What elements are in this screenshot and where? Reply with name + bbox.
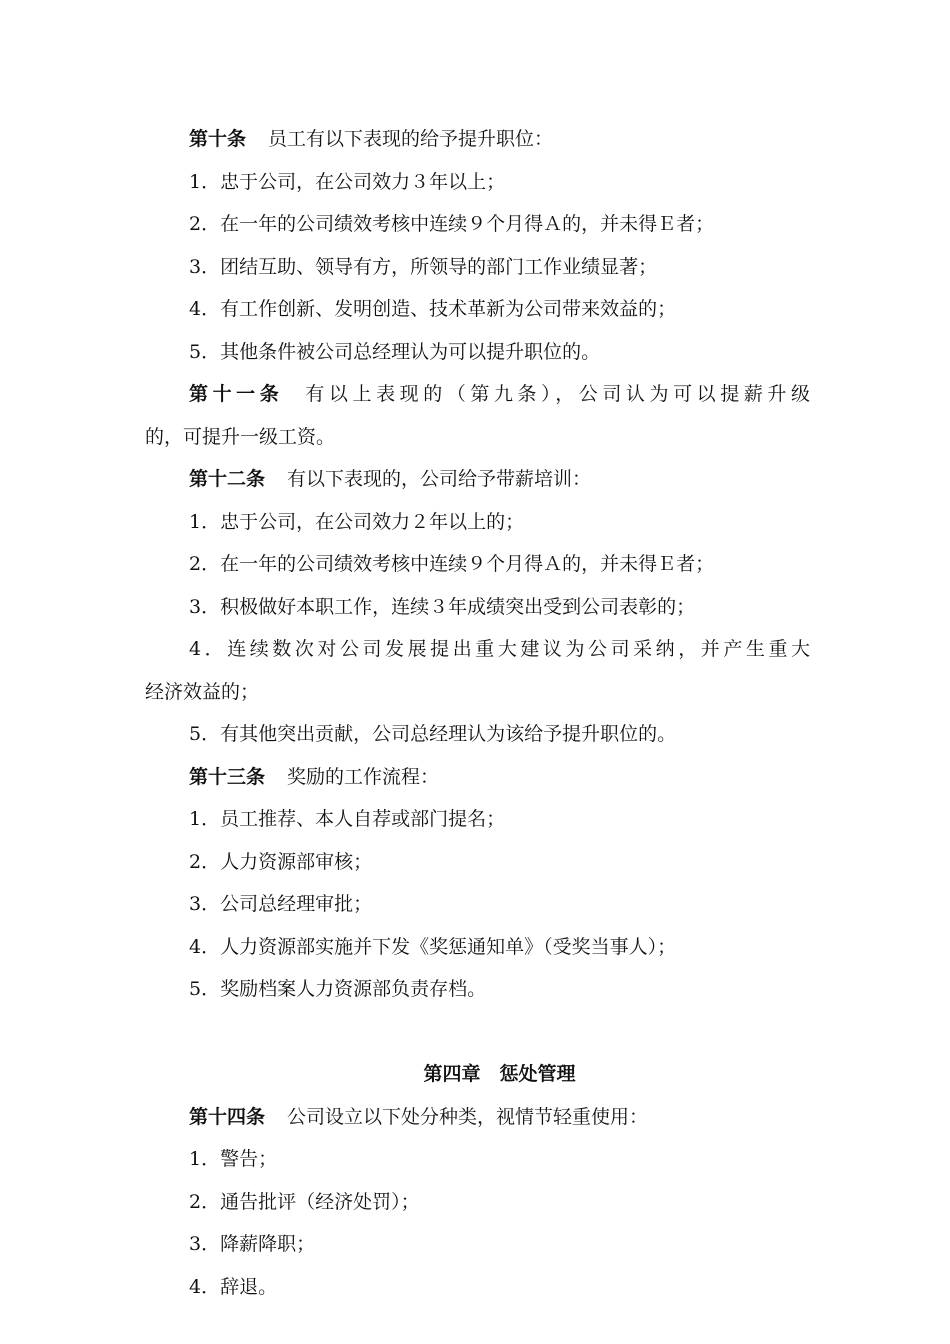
article-text: 员工有以下表现的给予提升职位： [268, 128, 554, 150]
list-item: 2．在一年的公司绩效考核中连续９个月得Ａ的，并未得Ｅ者； [189, 213, 715, 235]
list-item: 3．公司总经理审批； [189, 893, 373, 915]
list-item: 4．人力资源部实施并下发《奖惩通知单》（受奖当事人）； [189, 935, 677, 958]
list-item: 5．奖励档案人力资源部负责存档。 [189, 978, 487, 1000]
list-item: 2．在一年的公司绩效考核中连续９个月得Ａ的，并未得Ｅ者； [189, 553, 715, 575]
document-page [145, 118, 810, 1308]
article-number: 第十二条 [189, 468, 266, 490]
article-text: 有以下表现的，公司给予带薪培训： [287, 468, 592, 490]
article-11-heading [145, 373, 810, 416]
article-number: 第十四条 [189, 1105, 266, 1128]
article-13-heading [145, 756, 810, 799]
list-item: 3．积极做好本职工作，连续３年成绩突出受到公司表彰的； [189, 595, 696, 618]
list-item: 3．降薪降职； [189, 1233, 316, 1255]
article-10-heading [145, 118, 810, 161]
chapter-spacer [145, 1011, 810, 1054]
article-text: 有以上表现的（第九条），公司认为可以提薪升级 [305, 383, 810, 405]
article-text: 奖励的工作流程： [287, 765, 440, 788]
article-12-heading [145, 458, 810, 501]
list-item: 4．辞退。 [189, 1275, 278, 1298]
list-item: 3．团结互助、领导有方，所领导的部门工作业绩显著； [189, 255, 658, 278]
chapter-title: 第四章 惩处管理 [423, 1063, 576, 1085]
list-item: 5．有其他突出贡献，公司总经理认为该给予提升职位的。 [189, 723, 677, 745]
list-item: 1．员工推荐、本人自荐或部门提名； [189, 808, 506, 830]
list-item: 5．其他条件被公司总经理认为可以提升职位的。 [189, 340, 601, 363]
article-text: 公司设立以下处分种类，视情节轻重使用： [287, 1105, 649, 1128]
article-11-continuation: 的，可提升一级工资。 [145, 425, 336, 448]
list-item: 1．警告； [189, 1148, 278, 1170]
list-item: 1．忠于公司，在公司效力２年以上的； [189, 510, 525, 533]
article-number: 第十一条 [189, 383, 284, 405]
article-number: 第十条 [189, 128, 247, 150]
article-number: 第十三条 [189, 765, 266, 788]
list-item: 2．人力资源部审核； [189, 850, 373, 873]
list-item: 4．有工作创新、发明创造、技术革新为公司带来效益的； [189, 298, 677, 320]
list-item: 2．通告批评（经济处罚）； [189, 1190, 420, 1213]
article-14-heading [145, 1096, 810, 1139]
list-item-continuation: 经济效益的； [145, 680, 260, 703]
list-item: 4．连续数次对公司发展提出重大建议为公司采纳，并产生重大 [189, 638, 810, 660]
list-item: 1．忠于公司，在公司效力３年以上； [189, 170, 506, 193]
